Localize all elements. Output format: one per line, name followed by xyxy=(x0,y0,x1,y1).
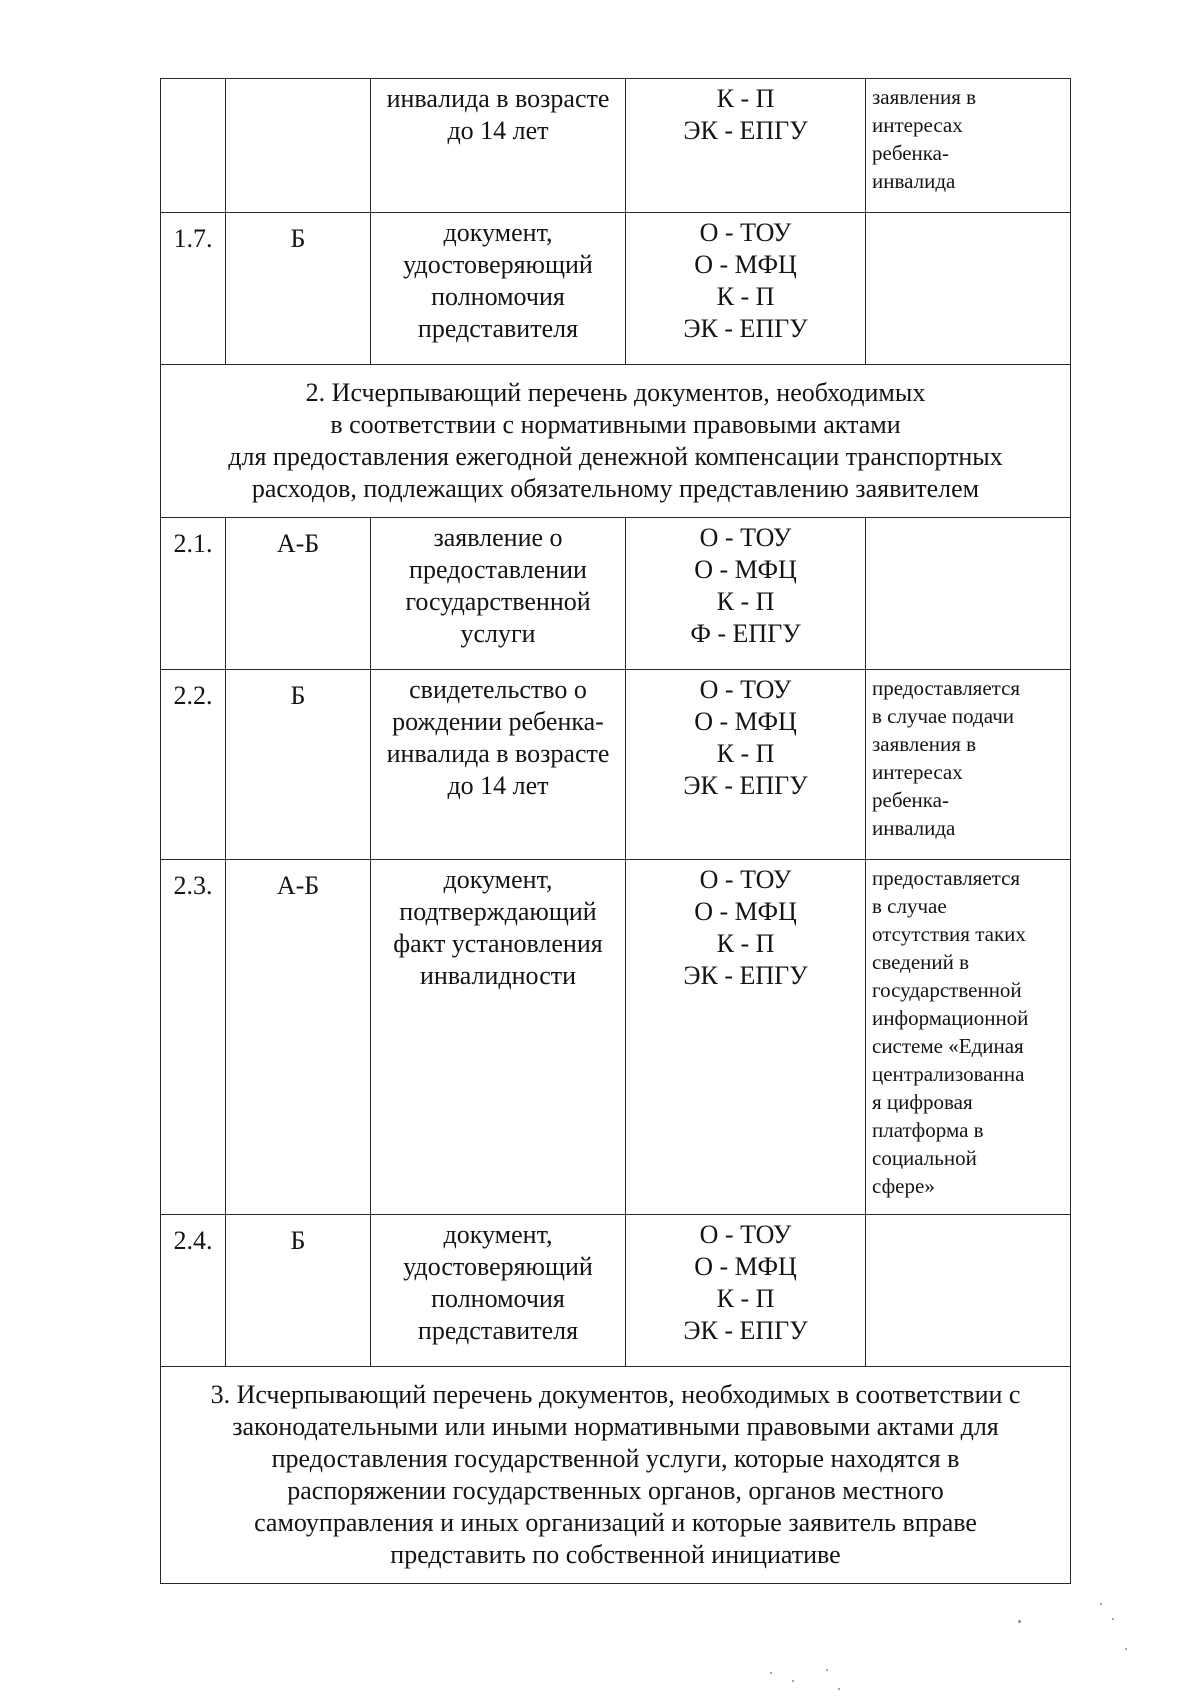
applicant-category: А-Б xyxy=(226,518,371,670)
row-note: заявления в интересах ребенка- инвалида xyxy=(866,79,1071,213)
row-note xyxy=(866,518,1071,670)
row-note: предоставляется в случае подачи заявления в интересах ребенка- инвалида xyxy=(866,670,1071,860)
row-number xyxy=(161,79,226,213)
row-number: 2.1. xyxy=(161,518,226,670)
document-name: инвалида в возрасте до 14 лет xyxy=(371,79,626,213)
table-row xyxy=(161,1215,1071,1367)
document-name: документ, удостоверяющий полномочия представителя xyxy=(371,213,626,365)
document-name: заявление о предоставлении государственной услуги xyxy=(371,518,626,670)
row-note: предоставляется в случае отсутствия таких сведений в государственной информационной системе «Единая централизованна я цифровая платформа в социальной сфере» xyxy=(866,860,1071,1215)
row-number: 1.7. xyxy=(161,213,226,365)
submission-methods: К - П ЭК - ЕПГУ xyxy=(626,79,866,213)
applicant-category: Б xyxy=(226,670,371,860)
scan-speck xyxy=(1125,1648,1127,1650)
table-row xyxy=(161,860,1071,1215)
scan-speck xyxy=(1112,1618,1114,1620)
scan-speck xyxy=(1100,1603,1102,1605)
row-note xyxy=(866,1215,1071,1367)
scan-speck xyxy=(1018,1620,1021,1623)
table-row xyxy=(161,518,1071,670)
document-name: документ, удостоверяющий полномочия представителя xyxy=(371,1215,626,1367)
section-2-heading: 2. Исчерпывающий перечень документов, необходимых в соответствии с нормативными правовыми актами для предоставления ежегодной денежной компенсации транспортных расходов, подлежащих обязательному представлению заявителем xyxy=(161,365,1071,518)
applicant-category: Б xyxy=(226,213,371,365)
scan-speck xyxy=(838,1688,840,1690)
applicant-category: А-Б xyxy=(226,860,371,1215)
row-number: 2.3. xyxy=(161,860,226,1215)
document-name: документ, подтверждающий факт установления инвалидности xyxy=(371,860,626,1215)
scan-speck xyxy=(770,1672,772,1674)
submission-methods: О - ТОУ О - МФЦ К - П ЭК - ЕПГУ xyxy=(626,213,866,365)
submission-methods: О - ТОУ О - МФЦ К - П ЭК - ЕПГУ xyxy=(626,860,866,1215)
section-heading-row xyxy=(161,1367,1071,1584)
row-number: 2.2. xyxy=(161,670,226,860)
documents-table xyxy=(160,78,1071,1584)
row-note xyxy=(866,213,1071,365)
submission-methods: О - ТОУ О - МФЦ К - П ЭК - ЕПГУ xyxy=(626,670,866,860)
table-row xyxy=(161,79,1071,213)
document-name: свидетельство о рождении ребенка- инвалида в возрасте до 14 лет xyxy=(371,670,626,860)
table-row xyxy=(161,213,1071,365)
submission-methods: О - ТОУ О - МФЦ К - П Ф - ЕПГУ xyxy=(626,518,866,670)
section-3-heading: 3. Исчерпывающий перечень документов, необходимых в соответствии с законодательными или иными нормативными правовыми актами для предоставления государственной услуги, которые находятся в распоряжении государственных органов, органов местного самоуправления и иных организаций и которые заявитель вправе представить по собственной инициативе xyxy=(161,1367,1071,1584)
scan-speck xyxy=(792,1680,794,1682)
row-number: 2.4. xyxy=(161,1215,226,1367)
applicant-category: Б xyxy=(226,1215,371,1367)
table-row xyxy=(161,670,1071,860)
section-heading-row xyxy=(161,365,1071,518)
scan-speck xyxy=(826,1669,828,1671)
applicant-category xyxy=(226,79,371,213)
submission-methods: О - ТОУ О - МФЦ К - П ЭК - ЕПГУ xyxy=(626,1215,866,1367)
